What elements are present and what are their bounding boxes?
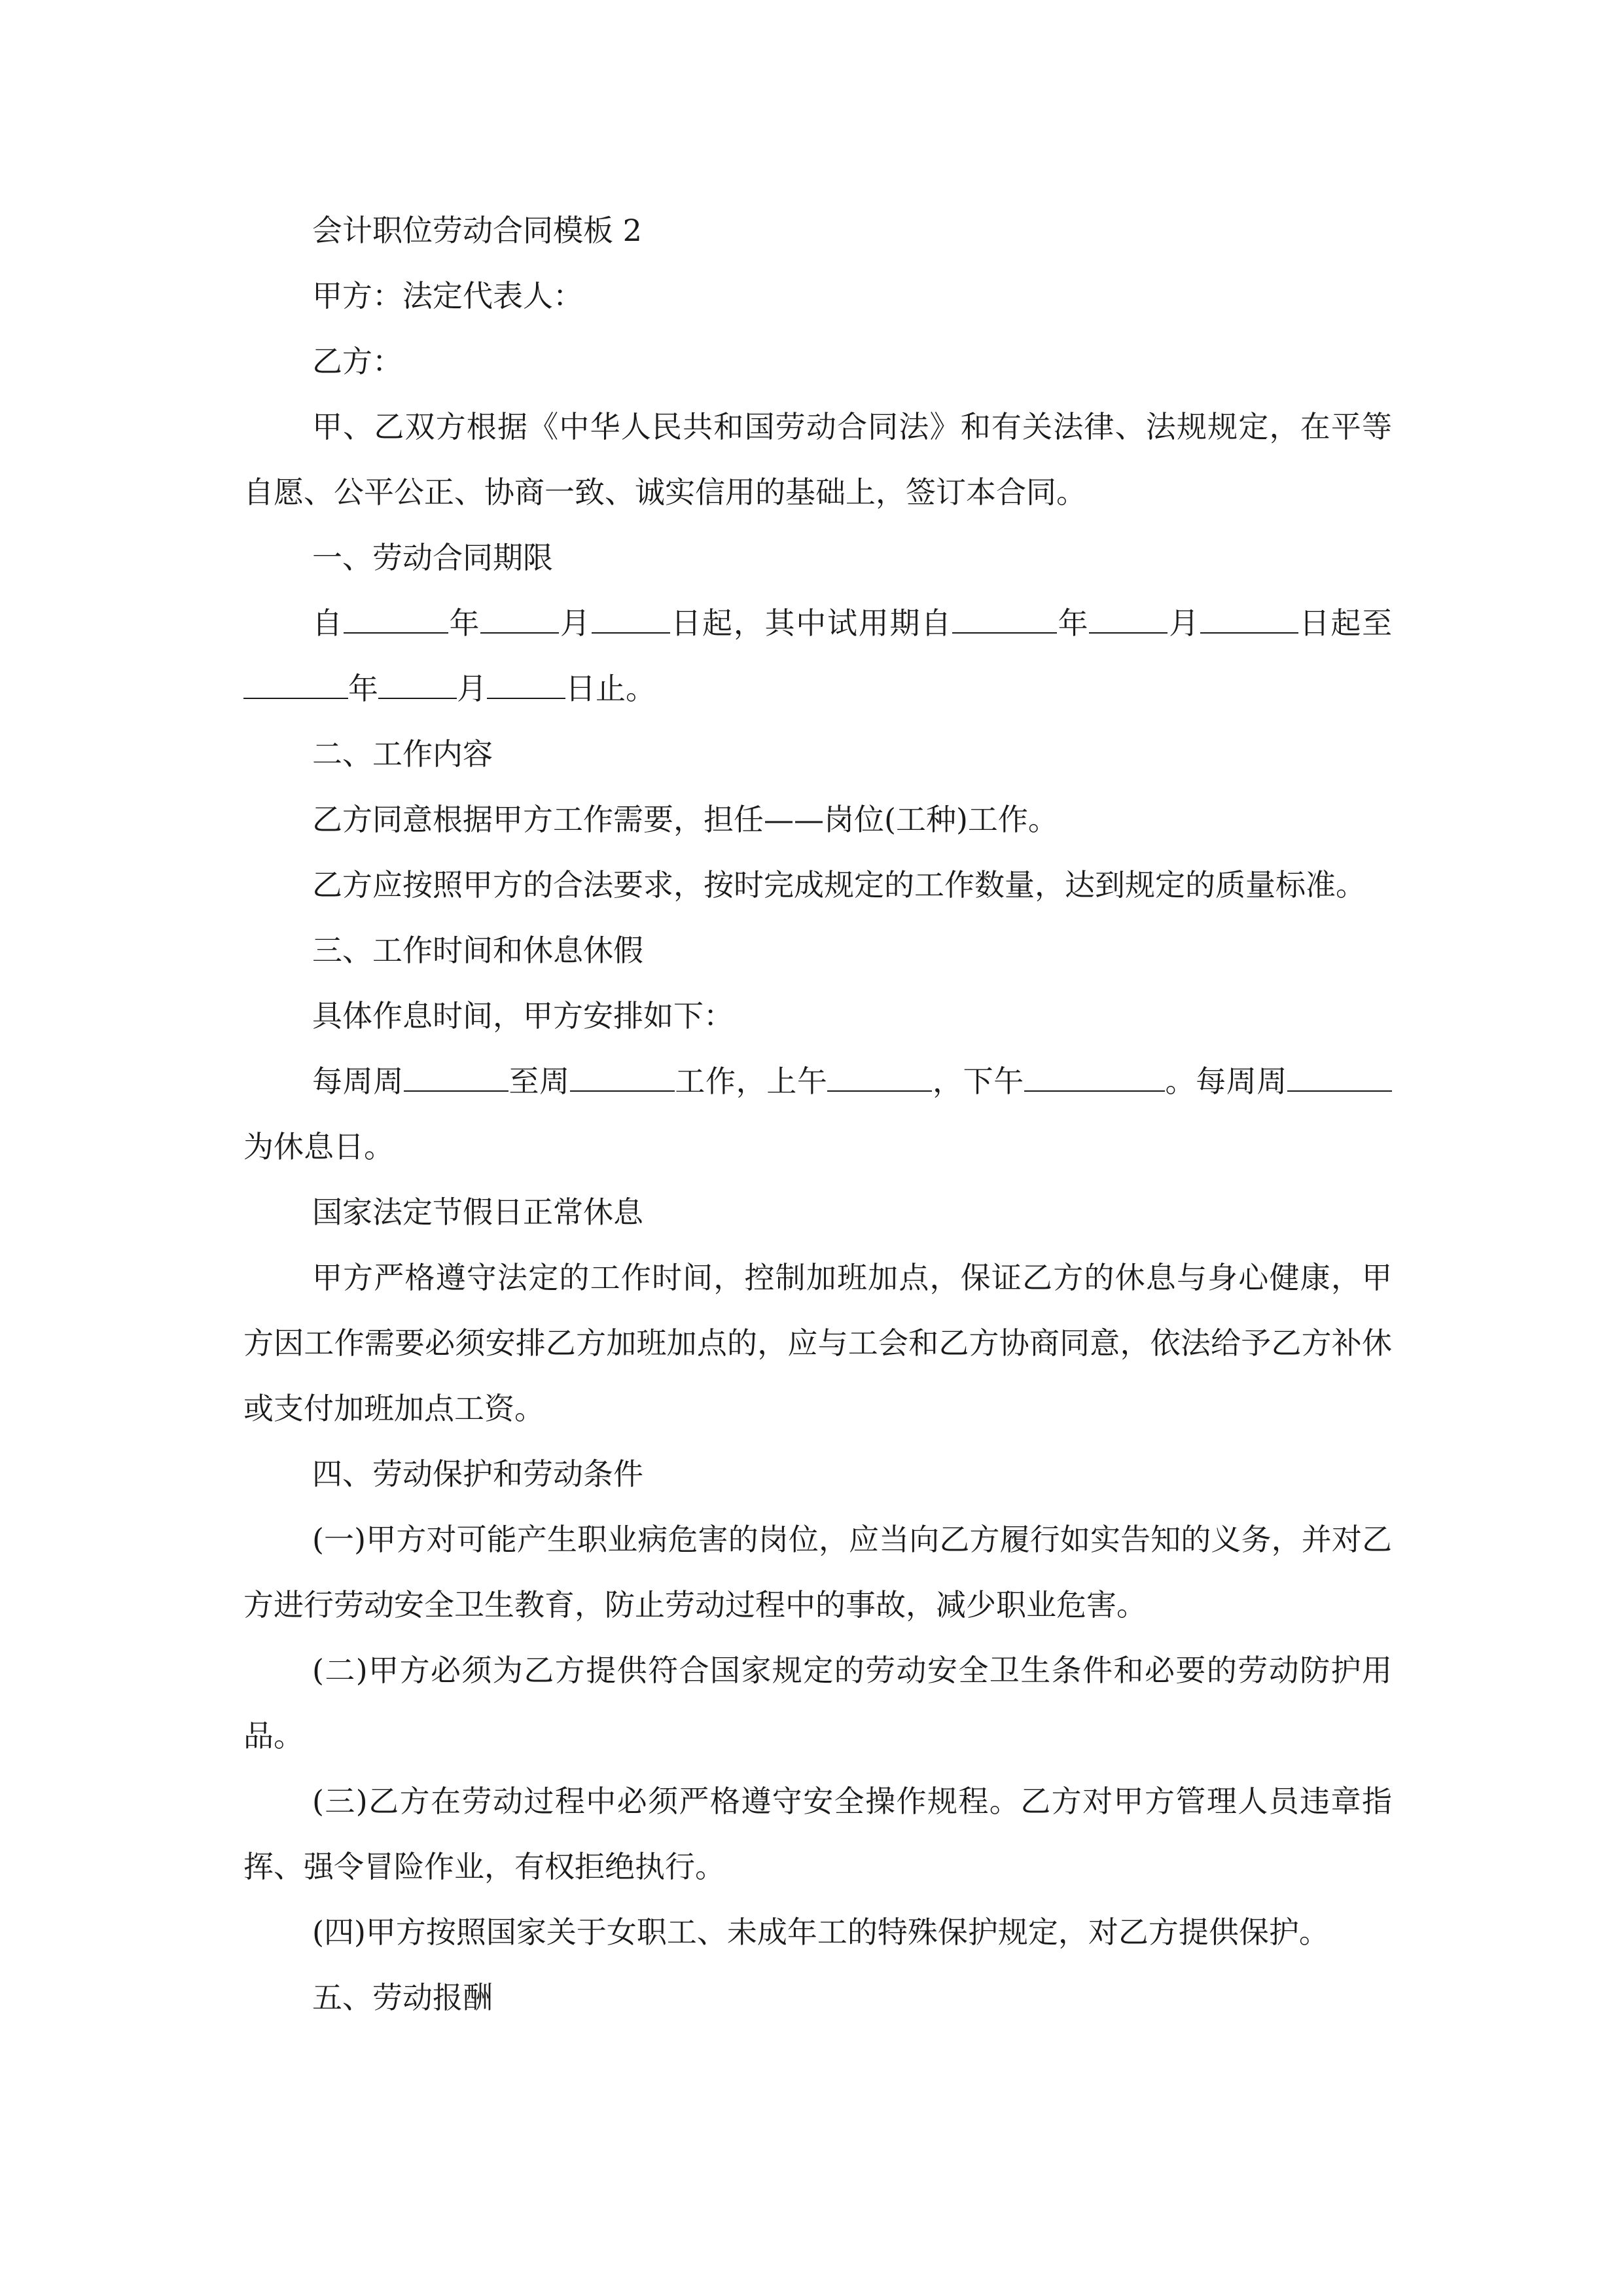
term-text: 年 [348, 671, 378, 706]
work-content-paragraph-2: 乙方应按照甲方的合法要求，按时完成规定的工作数量，达到规定的质量标准。 [312, 867, 1366, 903]
blank-field[interactable] [1287, 1062, 1392, 1092]
schedule-intro-paragraph: 具体作息时间，甲方安排如下： [312, 998, 734, 1033]
intro-paragraph: 甲、乙双方根据《中华人民共和国劳动合同法》和有关法律、法规规定，在平等自愿、公平公正、协商一致、诚实信用的基础上，签订本合同。 [243, 409, 1392, 510]
schedule-text: 每周周 [312, 1064, 404, 1099]
blank-field[interactable] [378, 669, 457, 699]
section-2-heading: 二、工作内容 [312, 736, 493, 772]
blank-field[interactable] [1089, 603, 1168, 634]
document-title: 会计职位劳动合同模板 2 [312, 213, 642, 248]
term-text: 日起，其中试用期自 [669, 605, 952, 641]
schedule-text: 至周 [508, 1064, 570, 1099]
party-b-line: 乙方： [312, 344, 402, 379]
schedule-text: 为休息日。 [243, 1129, 394, 1164]
blank-field[interactable] [952, 603, 1057, 634]
term-text: 年 [448, 605, 481, 641]
protection-paragraph-3: (三)乙方在劳动过程中必须严格遵守安全操作规程。乙方对甲方管理人员违章指挥、强令冒险作业，有权拒绝执行。 [243, 1784, 1392, 1884]
blank-field[interactable] [344, 603, 448, 634]
section-4-heading: 四、劳动保护和劳动条件 [312, 1456, 643, 1492]
schedule-text: 工作，上午 [674, 1064, 828, 1099]
section-5-heading: 五、劳动报酬 [312, 1980, 493, 2015]
section-1-heading: 一、劳动合同期限 [312, 540, 553, 575]
blank-field[interactable] [592, 603, 670, 634]
blank-field[interactable] [1024, 1062, 1165, 1092]
blank-field[interactable] [487, 669, 565, 699]
overtime-paragraph: 甲方严格遵守法定的工作时间，控制加班加点，保证乙方的休息与身心健康，甲方因工作需要必须安排乙方加班加点的，应与工会和乙方协商同意，依法给予乙方补休或支付加班加点工资。 [243, 1260, 1392, 1426]
schedule-text: ，下午 [932, 1064, 1024, 1099]
schedule-paragraph [243, 1049, 1392, 1179]
party-a-line: 甲方：法定代表人： [312, 278, 583, 314]
protection-paragraph-4: (四)甲方按照国家关于女职工、未成年工的特殊保护规定，对乙方提供保护。 [312, 1914, 1329, 1950]
blank-field[interactable] [827, 1062, 932, 1092]
term-text: 月 [559, 605, 592, 641]
protection-paragraph-2: (二)甲方必须为乙方提供符合国家规定的劳动安全卫生条件和必要的劳动防护用品。 [243, 1653, 1392, 1753]
blank-field[interactable] [404, 1062, 508, 1092]
term-text: 月 [457, 671, 487, 706]
term-text: 日止。 [565, 671, 656, 706]
protection-paragraph-1: (一)甲方对可能产生职业病危害的岗位，应当向乙方履行如实告知的义务，并对乙方进行劳动安全卫生教育，防止劳动过程中的事故，减少职业危害。 [243, 1522, 1392, 1623]
blank-field[interactable] [480, 603, 559, 634]
holiday-paragraph: 国家法定节假日正常休息 [312, 1194, 643, 1230]
contract-term-paragraph [243, 590, 1392, 721]
section-3-heading: 三、工作时间和休息休假 [312, 933, 643, 968]
term-text: 年 [1056, 605, 1090, 641]
blank-field[interactable] [243, 669, 348, 699]
schedule-text: 。每周周 [1164, 1064, 1288, 1099]
work-content-paragraph-1: 乙方同意根据甲方工作需要，担任——岗位(工种)工作。 [312, 802, 1058, 837]
blank-field[interactable] [570, 1062, 675, 1092]
term-text: 日起至 [1298, 605, 1393, 641]
term-text: 月 [1168, 605, 1200, 641]
blank-field[interactable] [1200, 603, 1298, 634]
document-body [243, 198, 1392, 2030]
term-text: 自 [312, 605, 344, 641]
